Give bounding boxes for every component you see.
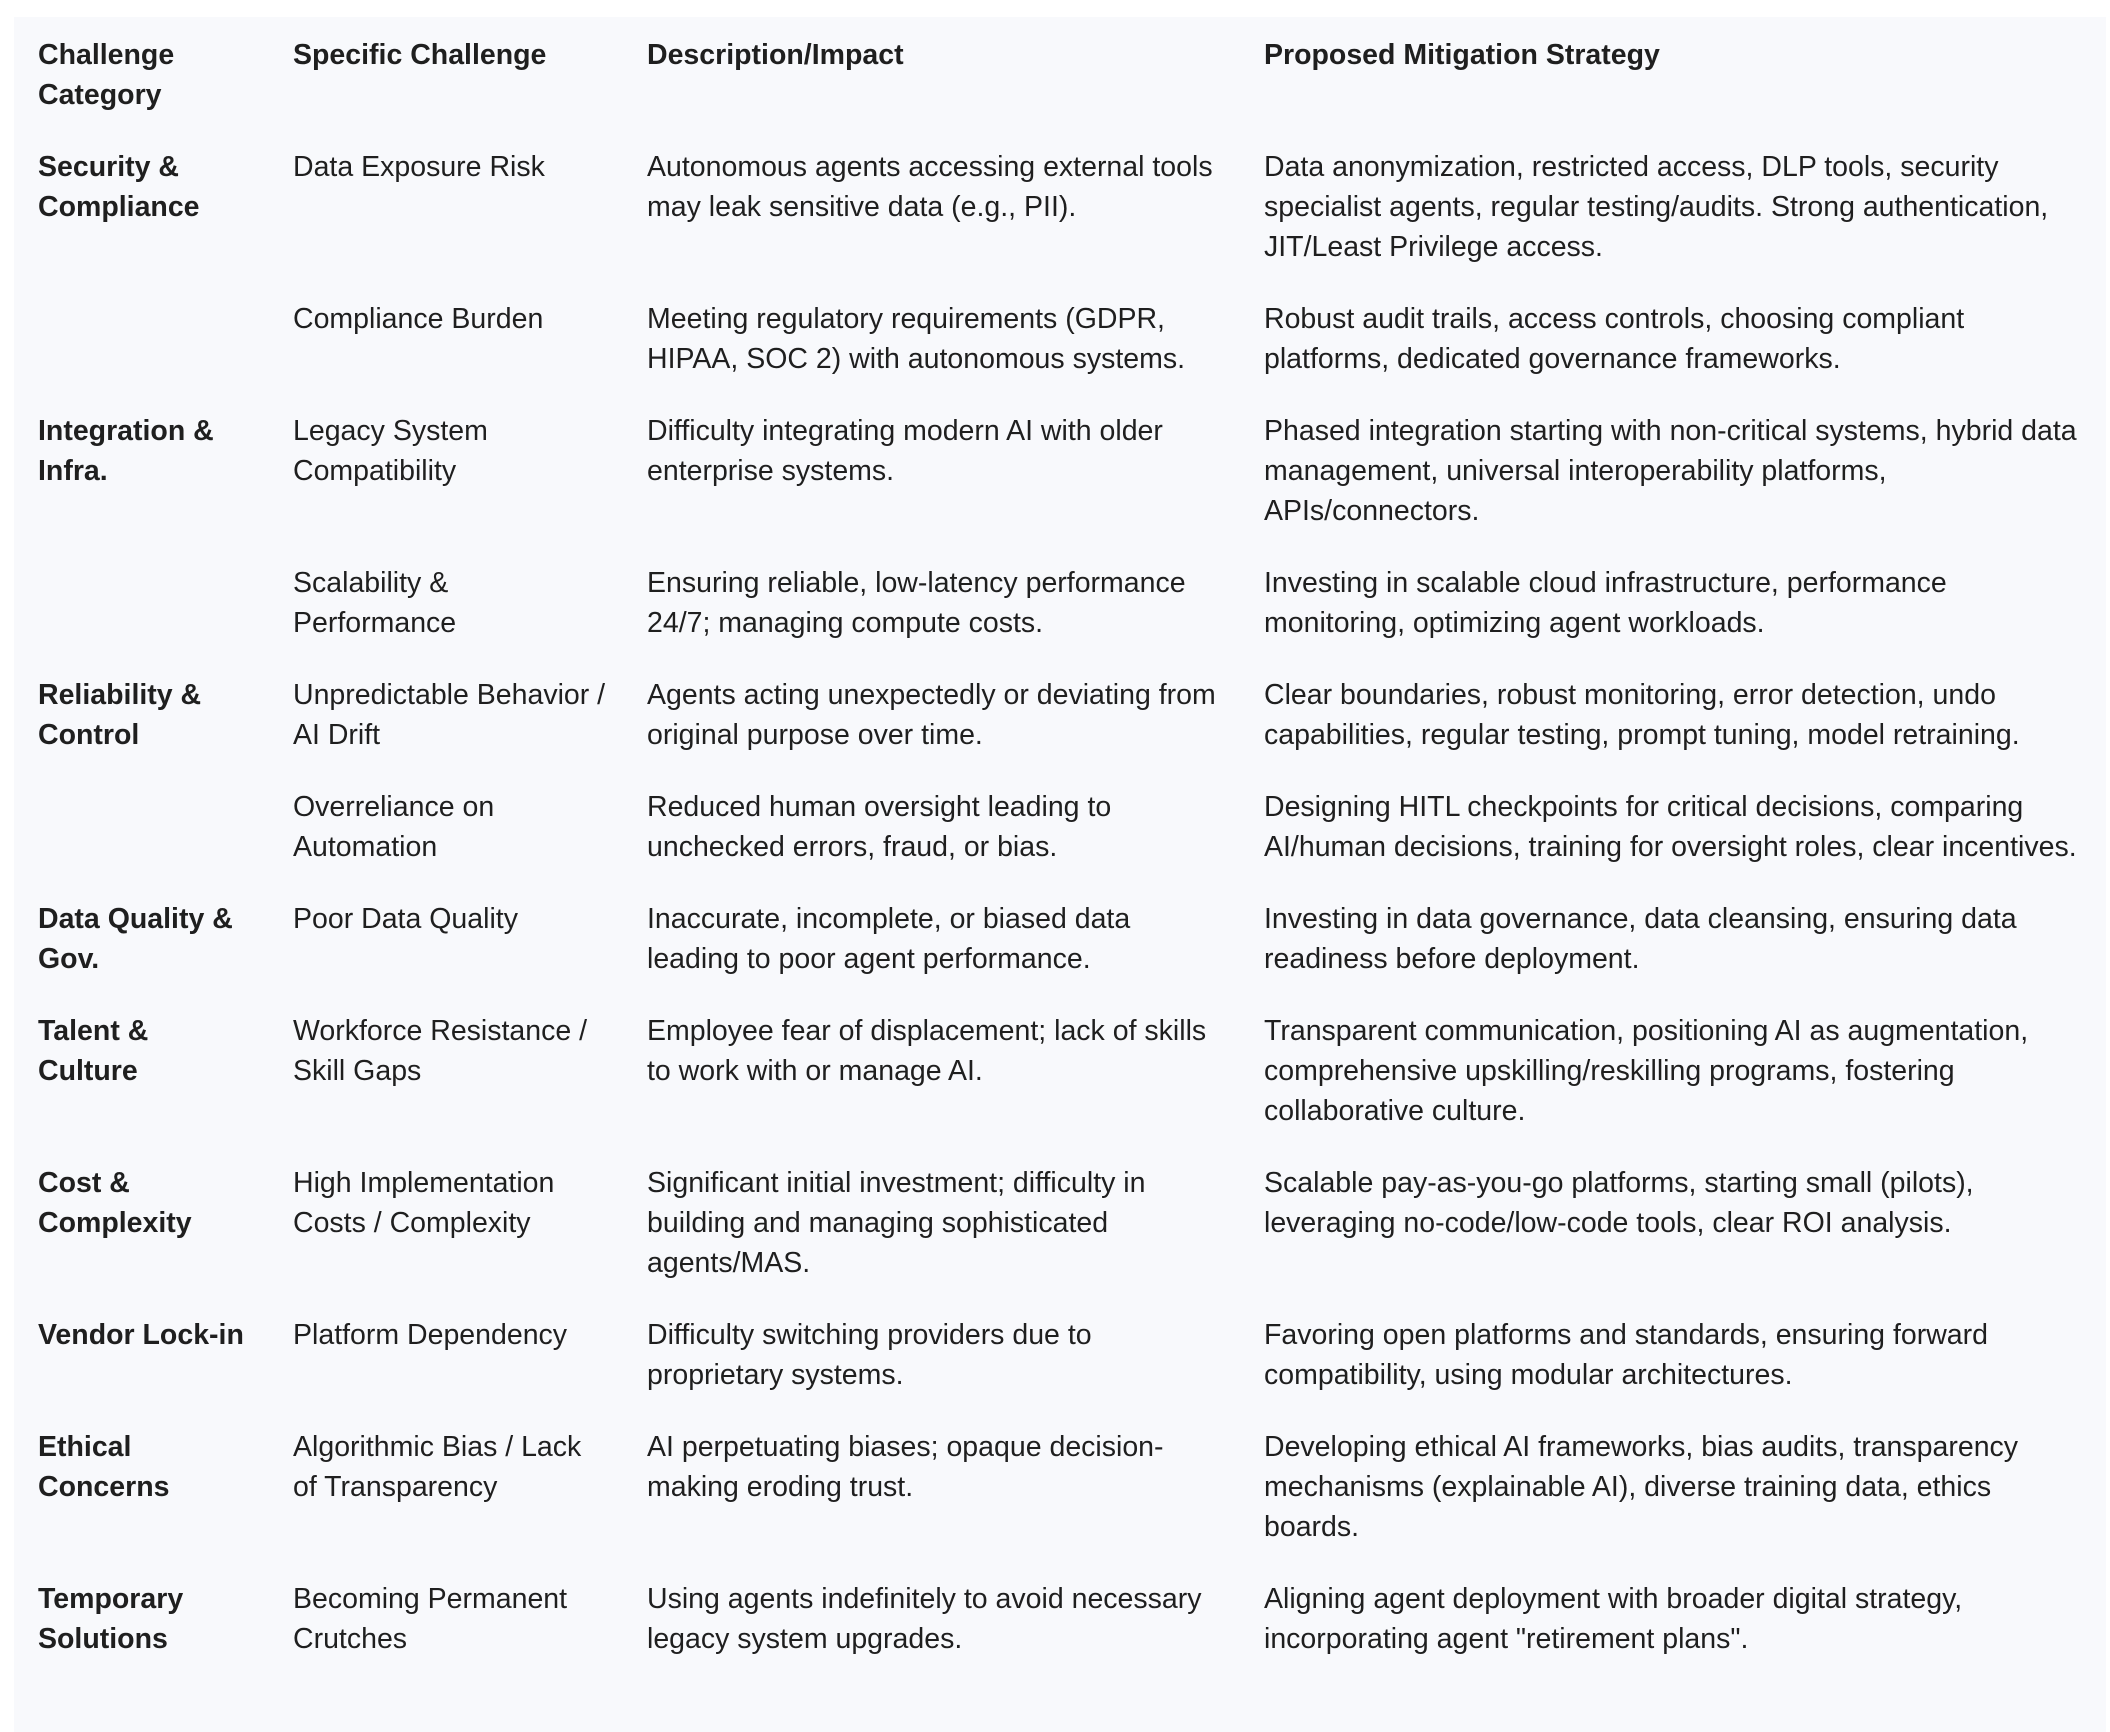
table-row — [14, 1579, 2106, 1691]
cell-description-impact: Using agents indefinitely to avoid necessary legacy system upgrades. — [647, 1583, 1202, 1655]
cell-mitigation-strategy: Clear boundaries, robust monitoring, error detection, undo capabilities, regular testing, prompt tuning, model retraining. — [1264, 679, 2020, 751]
table-row — [14, 787, 2106, 899]
cell-specific-challenge: Compliance Burden — [293, 303, 544, 335]
cell-mitigation-strategy: Investing in scalable cloud infrastructure, performance monitoring, optimizing agent workloads. — [1264, 567, 1947, 639]
cell-mitigation-strategy: Developing ethical AI frameworks, bias audits, transparency mechanisms (explainable AI), diverse training data, ethics boards. — [1264, 1431, 2019, 1543]
cell-specific-challenge: Data Exposure Risk — [293, 151, 545, 183]
cell-description-impact: Ensuring reliable, low-latency performance 24/7; managing compute costs. — [647, 567, 1186, 639]
cell-mitigation-strategy: Robust audit trails, access controls, choosing compliant platforms, dedicated governance frameworks. — [1264, 303, 1965, 375]
header-row — [14, 17, 2106, 147]
cell-description-impact: Autonomous agents accessing external tools may leak sensitive data (e.g., PII). — [647, 151, 1213, 223]
header-mitigation-strategy: Proposed Mitigation Strategy — [1264, 39, 1660, 71]
cell-mitigation-strategy: Investing in data governance, data cleansing, ensuring data readiness before deployment. — [1264, 903, 2017, 975]
cell-challenge-category: Talent & Culture — [38, 1015, 149, 1087]
cell-challenge-category: Data Quality & Gov. — [38, 903, 233, 975]
cell-mitigation-strategy: Favoring open platforms and standards, ensuring forward compatibility, using modular architectures. — [1264, 1319, 1988, 1391]
table-row — [14, 563, 2106, 675]
cell-specific-challenge: Overreliance on Automation — [293, 791, 495, 863]
table-row — [14, 147, 2106, 299]
cell-description-impact: Employee fear of displacement; lack of skills to work with or manage AI. — [647, 1015, 1207, 1087]
cell-specific-challenge: Legacy System Compatibility — [293, 415, 488, 487]
header-description-impact: Description/Impact — [647, 39, 904, 71]
table-body — [14, 147, 2106, 1691]
table-row — [14, 299, 2106, 411]
table-row — [14, 411, 2106, 563]
cell-mitigation-strategy: Transparent communication, positioning AI as augmentation, comprehensive upskilling/reskilling programs, fostering collaborative culture. — [1264, 1015, 2029, 1127]
cell-description-impact: Meeting regulatory requirements (GDPR, HIPAA, SOC 2) with autonomous systems. — [647, 303, 1185, 375]
cell-challenge-category: Vendor Lock-in — [38, 1319, 244, 1351]
cell-specific-challenge: High Implementation Costs / Complexity — [293, 1167, 555, 1239]
cell-challenge-category: Integration & Infra. — [38, 415, 214, 487]
cell-specific-challenge: Platform Dependency — [293, 1319, 568, 1351]
cell-description-impact: Agents acting unexpectedly or deviating from original purpose over time. — [647, 679, 1216, 751]
cell-mitigation-strategy: Data anonymization, restricted access, DLP tools, security specialist agents, regular testing/audits. Strong authentication, JIT/Least Privilege access. — [1264, 151, 2049, 263]
table-row — [14, 899, 2106, 1011]
cell-challenge-category: Cost & Complexity — [38, 1167, 192, 1239]
cell-specific-challenge: Poor Data Quality — [293, 903, 518, 935]
cell-specific-challenge: Workforce Resistance / Skill Gaps — [293, 1015, 588, 1087]
cell-mitigation-strategy: Phased integration starting with non-critical systems, hybrid data management, universal interoperability platforms, APIs/connectors. — [1264, 415, 2077, 527]
table-header — [14, 17, 2106, 147]
cell-mitigation-strategy: Designing HITL checkpoints for critical decisions, comparing AI/human decisions, training for oversight roles, clear incentives. — [1264, 791, 2077, 863]
cell-specific-challenge: Becoming Permanent Crutches — [293, 1583, 568, 1655]
cell-challenge-category — [14, 299, 269, 411]
cell-challenge-category: Ethical Concerns — [38, 1431, 170, 1503]
table-row — [14, 1011, 2106, 1163]
table-row — [14, 675, 2106, 787]
table-row — [14, 1427, 2106, 1579]
cell-challenge-category — [14, 563, 269, 675]
cell-specific-challenge: Unpredictable Behavior / AI Drift — [293, 679, 606, 751]
cell-description-impact: Inaccurate, incomplete, or biased data leading to poor agent performance. — [647, 903, 1131, 975]
cell-description-impact: Reduced human oversight leading to unchecked errors, fraud, or bias. — [647, 791, 1112, 863]
cell-specific-challenge: Algorithmic Bias / Lack of Transparency — [293, 1431, 582, 1503]
cell-specific-challenge: Scalability & Performance — [293, 567, 457, 639]
challenges-table-container — [14, 17, 2106, 1732]
cell-challenge-category: Reliability & Control — [38, 679, 202, 751]
header-specific-challenge: Specific Challenge — [293, 39, 547, 71]
cell-description-impact: Difficulty switching providers due to proprietary systems. — [647, 1319, 1092, 1391]
cell-description-impact: AI perpetuating biases; opaque decision-making eroding trust. — [647, 1431, 1164, 1503]
challenges-table — [14, 17, 2106, 1691]
cell-description-impact: Difficulty integrating modern AI with older enterprise systems. — [647, 415, 1163, 487]
table-row — [14, 1315, 2106, 1427]
cell-mitigation-strategy: Scalable pay-as-you-go platforms, starting small (pilots), leveraging no-code/low-code tools, clear ROI analysis. — [1264, 1167, 1974, 1239]
cell-challenge-category: Security & Compliance — [38, 151, 200, 223]
header-challenge-category: Challenge Category — [38, 39, 175, 111]
cell-challenge-category: Temporary Solutions — [38, 1583, 184, 1655]
cell-description-impact: Significant initial investment; difficulty in building and managing sophisticated agents/MAS. — [647, 1167, 1146, 1279]
table-row — [14, 1163, 2106, 1315]
cell-mitigation-strategy: Aligning agent deployment with broader digital strategy, incorporating agent "retirement plans". — [1264, 1583, 1963, 1655]
cell-challenge-category — [14, 787, 269, 899]
